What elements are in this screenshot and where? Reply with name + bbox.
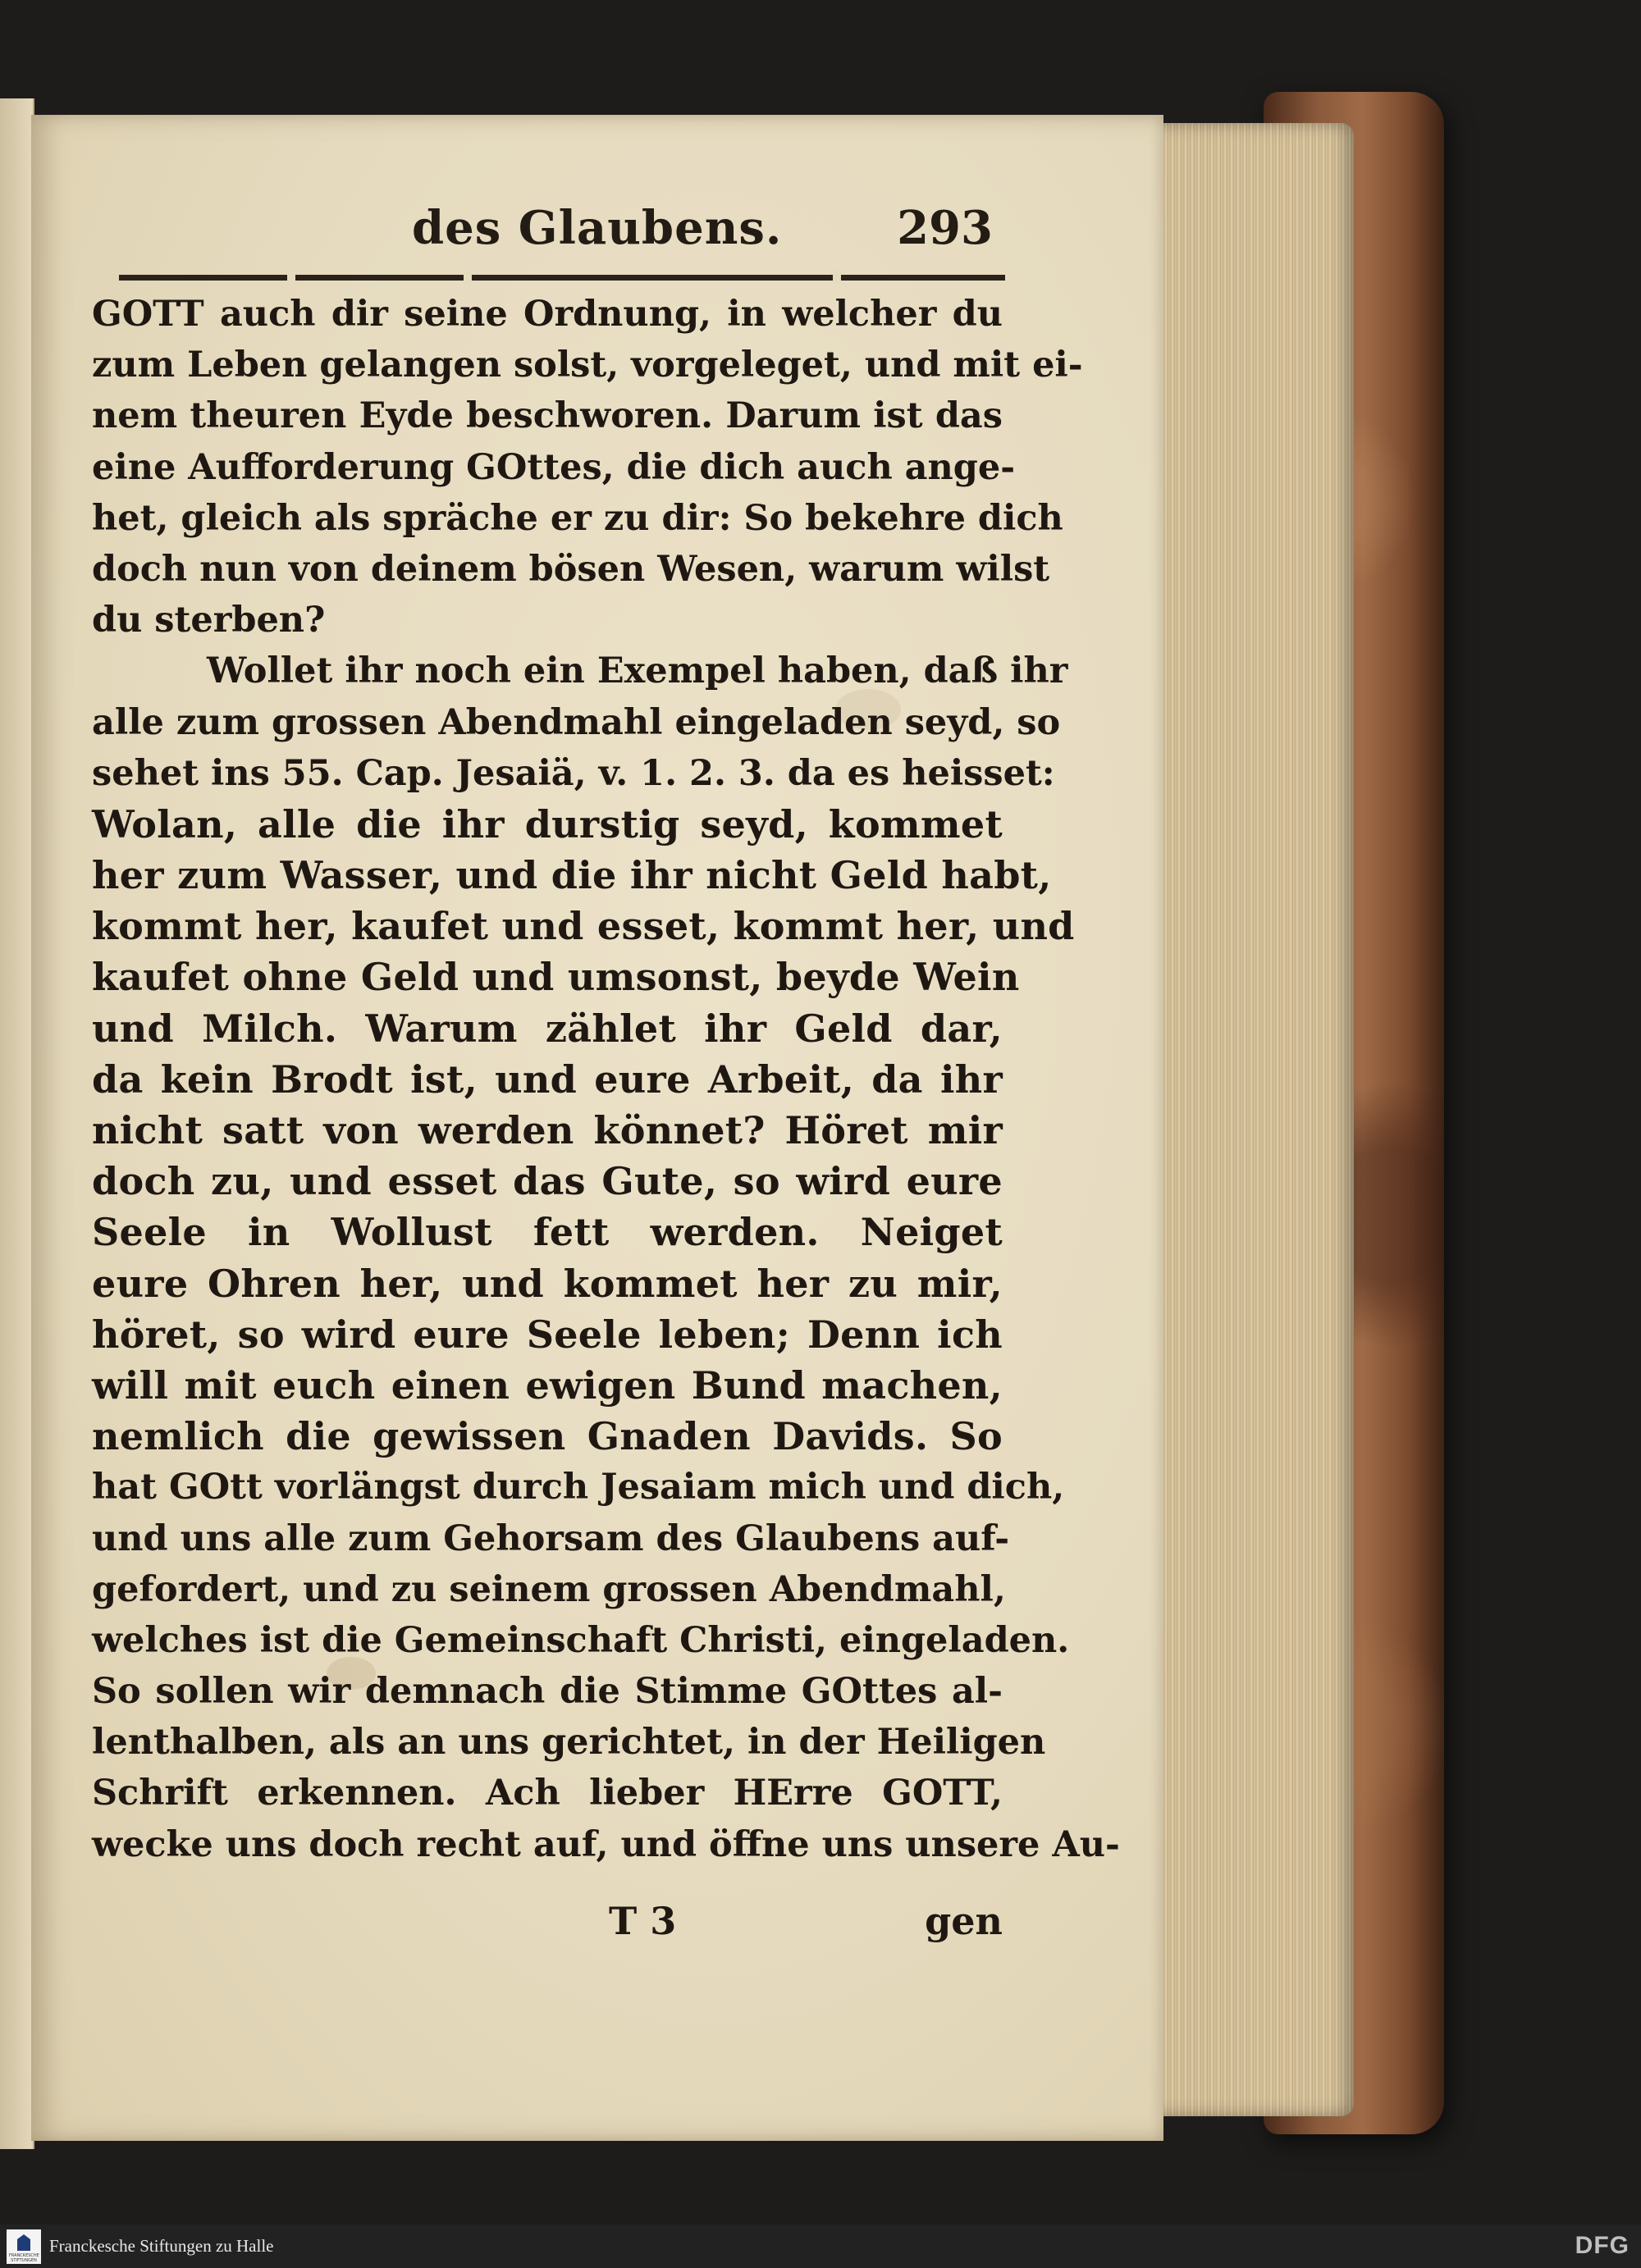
logo-text: FRANCKESCHE STIFTUNGEN: [9, 2253, 39, 2263]
running-head: des Glaubens.: [412, 201, 783, 255]
building-icon: [17, 2234, 30, 2251]
rule-gap: [833, 271, 841, 284]
text-line: du sterben?: [92, 600, 326, 641]
page-header: [82, 201, 993, 267]
page-block-edges: [1149, 123, 1354, 2116]
text-line: GOTT auch dir seine Ordnung, in welcher du: [92, 294, 1003, 335]
text-line: wecke uns doch recht auf, und öffne uns unsere Au-: [92, 1823, 1120, 1865]
quote-line: und Milch. Warum zählet ihr Geld dar,: [92, 1006, 1003, 1051]
quote-line: da kein Brodt ist, und eure Arbeit, da ihr: [92, 1056, 1003, 1102]
text-line: doch nun von deinem bösen Wesen, warum wilst: [92, 548, 1050, 590]
quote-line: höret, so wird eure Seele leben; Denn ich: [92, 1312, 1003, 1357]
text-line: lenthalben, als an uns gerichtet, in der Heiligen: [92, 1722, 1046, 1764]
body-text: [92, 289, 1120, 1870]
quote-line: kaufet ohne Geld und umsonst, beyde Wein: [92, 955, 1020, 1000]
viewer-footer: [0, 2225, 1641, 2268]
quote-line: Seele in Wollust fett werden. Neiget: [92, 1210, 1003, 1255]
text-line: Schrift erkennen. Ach lieber HErre GOTT,: [92, 1773, 1003, 1814]
institution-logo[interactable]: [7, 2229, 41, 2264]
text-line: hat GOtt vorlängst durch Jesaiam mich und dich,: [92, 1467, 1065, 1508]
text-line: alle zum grossen Abendmahl eingeladen seyd, so: [92, 701, 1061, 743]
quote-line: nemlich die gewissen Gnaden Davids. So: [92, 1414, 1003, 1459]
quote-line: her zum Wasser, und die ihr nicht Geld habt,: [92, 853, 1052, 898]
text-line: und uns alle zum Gehorsam des Glaubens auf-: [92, 1517, 1010, 1559]
text-line: nem theuren Eyde beschworen. Darum ist das: [92, 395, 1003, 437]
text-line: welches ist die Gemeinschaft Christi, eingeladen.: [92, 1619, 1070, 1661]
quote-line: doch zu, und esset das Gute, so wird eure: [92, 1159, 1003, 1204]
text-line: het, gleich als spräche er zu dir: So bekehre dich: [92, 497, 1063, 539]
text-line: gefordert, und zu seinem grossen Abendmahl,: [92, 1568, 1006, 1610]
rule-gap: [464, 271, 472, 284]
quote-line: nicht satt von werden könnet? Höret mir: [92, 1108, 1003, 1152]
quote-line: kommt her, kaufet und esset, kommt her, und: [92, 904, 1075, 949]
text-line: sehet ins 55. Cap. Jesaiä, v. 1. 2. 3. da es heisset:: [92, 752, 1055, 794]
catchword: gen: [925, 1899, 1003, 1943]
quote-line: eure Ohren her, und kommet her zu mir,: [92, 1261, 1003, 1306]
page-foot: [92, 1899, 1003, 1956]
text-line: So sollen wir demnach die Stimme GOttes al-: [92, 1671, 1003, 1713]
header-rule: [119, 275, 1005, 281]
dfg-logo[interactable]: DFG: [1575, 2232, 1630, 2259]
previous-page-edge: [0, 98, 34, 2149]
text-line: eine Aufforderung GOttes, die dich auch ange-: [92, 446, 1016, 488]
text-line: zum Leben gelangen solst, vorgeleget, und mit ei-: [92, 345, 1083, 386]
page-number: 293: [897, 201, 993, 255]
quote-line: will mit euch einen ewigen Bund machen,: [92, 1362, 1003, 1408]
rule-gap: [287, 271, 295, 284]
institution-name[interactable]: Franckesche Stiftungen zu Halle: [49, 2236, 274, 2256]
paragraph-start: Wollet ihr noch ein Exempel haben, daß ihr: [207, 650, 1068, 692]
quote-line: Wolan, alle die ihr durstig seyd, kommet: [92, 801, 1003, 847]
signature-mark: T 3: [609, 1899, 677, 1943]
